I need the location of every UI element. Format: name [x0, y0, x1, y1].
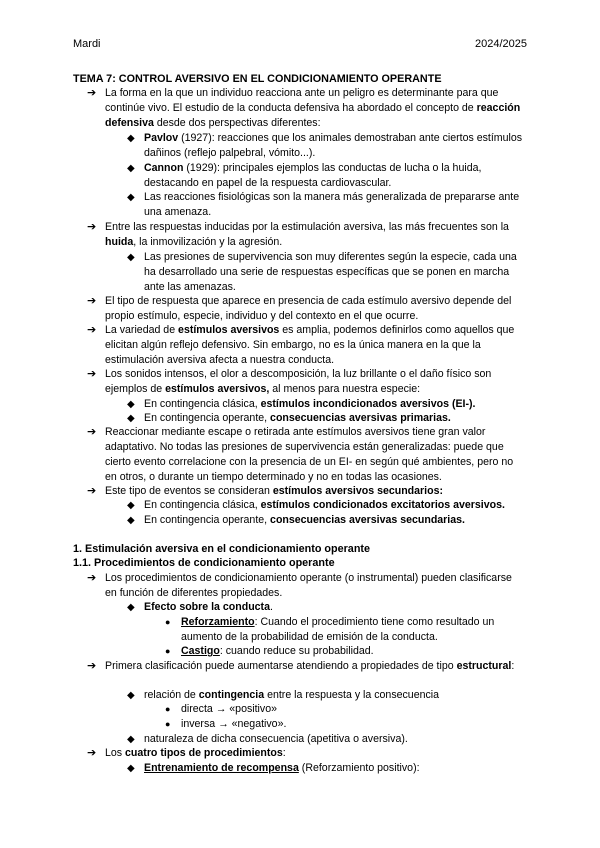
list-item: ◆ Las reacciones fisiológicas son la manera más generalizada de prepararse ante una amenaza. — [127, 191, 520, 218]
list-item: ➔ Los procedimientos de condicionamiento operante (o instrumental) pueden clasificarse en función de diferentes propiedades. — [87, 572, 512, 599]
list-item: ◆ En contingencia operante, consecuencias aversivas secundarias. — [127, 514, 465, 526]
diamond-bullet-icon: ◆ — [127, 399, 135, 410]
arrow-bullet-icon: ➔ — [87, 324, 97, 336]
diamond-bullet-icon: ◆ — [127, 163, 135, 174]
list-item: ● Reforzamiento: Cuando el procedimiento tiene como resultado un aumento de la probabilidad de emisión de la conducta. — [165, 616, 495, 643]
list-item: ➔ Los sonidos intensos, el olor a descomposición, la luz brillante o el daño físico son ejemplos de estímulos aversivos, al menos para nuestra especie: — [87, 368, 492, 395]
section-heading: 1. Estimulación aversiva en el condicionamiento operante — [73, 543, 371, 555]
right-arrow-icon: → — [218, 718, 229, 730]
list-item: ◆ Pavlov (1927): reacciones que los animales demostraban ante ciertos estímulos dañinos (reflejo palpebral, vómito...). — [127, 132, 523, 159]
list-item: ➔ La variedad de estímulos aversivos es amplia, podemos definirlos como aquellos que elicitan algún reflejo defensivo. Sin embargo, no es la única manera en la que la estimulación aversiva afecta a nuestra conducta. — [87, 324, 515, 366]
page-title: TEMA 7: CONTROL AVERSIVO EN EL CONDICIONAMIENTO OPERANTE — [73, 73, 442, 85]
diamond-bullet-icon: ◆ — [127, 413, 135, 424]
list-item: ➔ La forma en la que un individuo reacciona ante un peligro es determinante para que continúe vivo. El estudio de la conducta defensiva ha abordado el concepto de reacción defensiva desde dos perspectivas diferentes: — [87, 87, 521, 129]
list-item: ◆ naturaleza de dicha consecuencia (apetitiva o aversiva). — [127, 733, 408, 745]
arrow-bullet-icon: ➔ — [87, 87, 97, 99]
list-item: ◆ En contingencia clásica, estímulos incondicionados aversivos (EI-). — [127, 398, 476, 410]
list-item: ➔ El tipo de respuesta que aparece en presencia de cada estímulo aversivo depende del propio estímulo, especie, individuo y del contexto en el que ocurre. — [87, 295, 512, 322]
list-item: ◆ En contingencia operante, consecuencias aversivas primarias. — [127, 412, 451, 424]
list-item: ➔ Entre las respuestas inducidas por la estimulación aversiva, las más frecuentes son la huida, la inmovilización y la agresión. — [87, 221, 509, 248]
arrow-bullet-icon: ➔ — [87, 660, 97, 672]
arrow-bullet-icon: ➔ — [87, 295, 97, 307]
list-item: ● directa → «positivo» — [165, 703, 277, 715]
list-item: ◆ Entrenamiento de recompensa (Reforzamiento positivo): — [127, 762, 420, 774]
dot-bullet-icon: ● — [165, 704, 171, 714]
diamond-bullet-icon: ◆ — [127, 763, 135, 774]
arrow-bullet-icon: ➔ — [87, 747, 97, 759]
list-item: ● Castigo: cuando reduce su probabilidad. — [165, 645, 374, 657]
diamond-bullet-icon: ◆ — [127, 734, 135, 745]
arrow-bullet-icon: ➔ — [87, 485, 97, 497]
subsection-heading: 1.1. Procedimientos de condicionamiento operante — [73, 557, 335, 569]
diamond-bullet-icon: ◆ — [127, 133, 135, 144]
list-item: ◆ Cannon (1929): principales ejemplos las conductas de lucha o la huida, destacando en papel de la respuesta cardiovascular. — [127, 162, 482, 189]
diamond-bullet-icon: ◆ — [127, 192, 135, 203]
list-item: ➔ Primera clasificación puede aumentarse atendiendo a propiedades de tipo estructural: — [87, 660, 515, 672]
list-item: ● inversa → «negativo». — [165, 718, 287, 730]
list-item: ➔ Este tipo de eventos se consideran estímulos aversivos secundarios: — [87, 485, 444, 497]
arrow-bullet-icon: ➔ — [87, 426, 97, 438]
arrow-bullet-icon: ➔ — [87, 572, 97, 584]
diamond-bullet-icon: ◆ — [127, 252, 135, 263]
dot-bullet-icon: ● — [165, 719, 171, 729]
arrow-bullet-icon: ➔ — [87, 368, 97, 380]
right-arrow-icon: → — [215, 703, 227, 715]
list-item: ➔ Los cuatro tipos de procedimientos: — [87, 747, 286, 759]
list-item: ◆ En contingencia clásica, estímulos condicionados excitatorios aversivos. — [127, 499, 505, 511]
list-item: ◆ Efecto sobre la conducta. — [127, 601, 273, 613]
dot-bullet-icon: ● — [165, 617, 171, 627]
diamond-bullet-icon: ◆ — [127, 515, 135, 526]
list-item: ➔ Reaccionar mediante escape o retirada ante estímulos aversivos tiene gran valor adaptativo. No todas las presiones de supervivencia están generalizadas: puede que cierto evento correlacione con la presencia de un EI- en según qué ambientes, pero no en otros, o durante un tiempo determinado y no en todas las ocasiones. — [87, 426, 514, 483]
dot-bullet-icon: ● — [165, 646, 171, 656]
diamond-bullet-icon: ◆ — [127, 690, 135, 701]
diamond-bullet-icon: ◆ — [127, 602, 135, 613]
arrow-bullet-icon: ➔ — [87, 221, 97, 233]
list-item: ◆ Las presiones de supervivencia son muy diferentes según la especie, cada una ha desarrollado una serie de respuestas específicas que se ponen en marcha ante las amenazas. — [127, 251, 517, 293]
header-year: 2024/2025 — [475, 38, 527, 50]
diamond-bullet-icon: ◆ — [127, 500, 135, 511]
list-item: ◆ relación de contingencia entre la respuesta y la consecuencia — [127, 689, 440, 701]
header-author: Mardi — [73, 38, 101, 50]
